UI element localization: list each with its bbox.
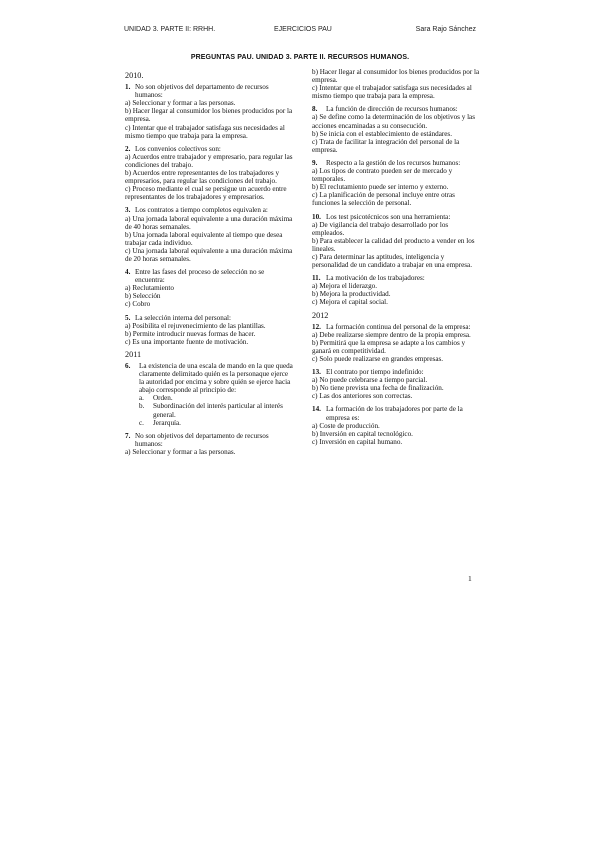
option-bullet: c.: [139, 418, 144, 427]
option-b: b) Permitirá que la empresa se adapte a los cambios y ganará en competitividad.: [312, 338, 466, 355]
option-b: b) Una jornada laboral equivalente al tiempo que desea trabajar cada individuo.: [125, 230, 283, 247]
question-number: 9.: [312, 158, 318, 167]
option-c: c) Intentar que el trabajador satisfaga sus necesidades al mismo tiempo que trabaja para la empresa.: [312, 84, 472, 101]
question-stem: La motivación de los trabajadores:: [326, 274, 425, 283]
option-b: b) Mejora la productividad.: [312, 290, 391, 299]
page-number: 1: [468, 574, 472, 583]
question-stem: No son objetivos del departamento de recursos humanos:: [135, 431, 269, 448]
option-a: a) No puede celebrarse a tiempo parcial.: [312, 376, 428, 385]
question-number: 3.: [125, 206, 131, 215]
question-stem: Entre las fases del proceso de selección no se encuentra:: [135, 268, 265, 285]
question-8: [312, 105, 482, 154]
question-number: 14.: [312, 405, 321, 414]
option-c: c) Cobro: [125, 300, 151, 309]
option-a: a) Reclutamiento: [125, 284, 174, 293]
option-a: a) Debe realizarse siempre dentro de la propia empresa.: [312, 330, 471, 339]
question-7: [125, 432, 295, 456]
question-stem: La existencia de una escala de mando en la que queda claramente delimitado quién es la personaque ejerce la autoridad por encima y sobre quién se ejerce hacia abajo corresponde al principio de:: [139, 362, 293, 395]
header-center: EJERCICIOS PAU: [274, 26, 332, 33]
question-stem: No son objetivos del departamento de recursos humanos:: [135, 83, 269, 100]
question-stem: Los test psicotécnicos son una herramienta:: [326, 212, 451, 221]
question-13: [312, 368, 482, 400]
question-number: 6.: [125, 362, 131, 370]
option-a: a) De vigilancia del trabajo desarrollado por los empleados.: [312, 220, 449, 237]
option-c: c) Es una importante fuente de motivación.: [125, 337, 249, 346]
option-c: c) Inversión en capital humano.: [312, 437, 403, 446]
option-b: b) Hacer llegar al consumidor los bienes producidos por la empresa.: [125, 107, 293, 124]
option-b: b) Se inicia con el establecimiento de estándares.: [312, 129, 452, 138]
option-b: b) Inversión en capital tecnológico.: [312, 429, 413, 438]
option-b: b) Hacer llegar al consumidor los bienes producidos por la empresa.: [312, 68, 480, 85]
right-column: [312, 68, 482, 451]
question-number: 11.: [312, 274, 321, 283]
question-number: 2.: [125, 144, 131, 153]
question-stem: La formación de los trabajadores por parte de la empresa es:: [326, 405, 463, 422]
option-a: a) Coste de producción.: [312, 421, 380, 430]
option-bullet: a.: [139, 394, 144, 403]
year-heading: 2012: [312, 310, 329, 320]
question-7-continued: [312, 68, 482, 100]
option-bullet: b.: [139, 402, 145, 411]
header-right: Sara Rajo Sánchez: [415, 26, 476, 33]
question-number: 4.: [125, 268, 131, 277]
option-c: c) Las dos anteriores son correctas.: [312, 392, 413, 401]
question-9: [312, 159, 482, 208]
question-12: [312, 323, 482, 363]
option-b: b) Permite introducir nuevas formas de hacer.: [125, 329, 256, 338]
option-a: a) Acuerdos entre trabajador y empresario, para regular las condiciones del trabajo.: [125, 152, 293, 169]
question-10: [312, 213, 482, 270]
option-b: b) No tiene prevista una fecha de finalización.: [312, 384, 444, 393]
question-stem: La selección interna del personal:: [135, 313, 231, 322]
question-3: [125, 206, 295, 263]
question-14: [312, 405, 482, 445]
year-heading: 2011: [125, 349, 142, 359]
option-a: Orden.: [153, 394, 173, 403]
question-stem: El contrato por tiempo indefinido:: [326, 368, 424, 377]
question-number: 12.: [312, 322, 321, 331]
question-stem: La formación continua del personal de la empresa:: [326, 322, 471, 331]
option-c: c) Solo puede realizarse en grandes empresas.: [312, 355, 444, 363]
question-stem: Los convenios colectivos son:: [135, 144, 221, 153]
option-c: c) Trata de facilitar la integración del personal de la empresa.: [312, 137, 460, 154]
option-b: b) El reclutamiento puede ser interno y externo.: [312, 183, 449, 192]
option-a: a) Posibilita el rejuvenecimiento de las plantillas.: [125, 321, 266, 330]
document-title: PREGUNTAS PAU. UNIDAD 3. PARTE II. RECURSOS HUMANOS.: [190, 54, 410, 61]
option-c: c) Mejora el capital social.: [312, 298, 388, 307]
question-number: 1.: [125, 83, 131, 92]
option-b: Subordinación del interés particular al interés general.: [153, 402, 283, 419]
question-1: [125, 83, 295, 140]
question-number: 8.: [312, 105, 318, 114]
option-b: b) Para establecer la calidad del producto a vender en los lineales.: [312, 236, 475, 253]
question-stem: Respecto a la gestión de los recursos humanos:: [326, 158, 461, 167]
question-stem: La función de dirección de recursos humanos:: [326, 105, 458, 114]
question-number: 10.: [312, 212, 321, 221]
question-5: [125, 314, 295, 346]
question-number: 5.: [125, 313, 131, 322]
option-c: c) Para determinar las aptitudes, inteligencia y personalidad de un candidato a trabajar en una empresa.: [312, 252, 472, 270]
option-a: a) Se define como la determinación de los objetivos y las acciones encaminadas a su consecución.: [312, 113, 475, 130]
question-number: 13.: [312, 368, 321, 377]
option-c: c) Una jornada laboral equivalente a una duración máxima de 20 horas semanales.: [125, 246, 293, 263]
question-number: 7.: [125, 431, 131, 440]
header-left: UNIDAD 3. PARTE II: RRHH.: [124, 26, 216, 33]
option-a: a) Los tipos de contrato pueden ser de mercado y temporales.: [312, 167, 453, 184]
option-a: a) Seleccionar y formar a las personas.: [125, 447, 236, 456]
option-b: b) Acuerdos entre representantes de los trabajadores y empresarios, para regular las condiciones del trabajo.: [125, 169, 280, 186]
question-6: [125, 362, 295, 427]
question-4: [125, 268, 295, 308]
option-c: c) Proceso mediante el cual se persigue un acuerdo entre representantes de los trabajadores y empresarios.: [125, 185, 287, 202]
question-stem: Los contratos a tiempo completos equivalen a:: [135, 206, 268, 215]
question-11: [312, 274, 482, 306]
page-header: [124, 26, 476, 38]
question-2: [125, 145, 295, 202]
option-a: a) Seleccionar y formar a las personas.: [125, 99, 236, 108]
option-c: Jerarquía.: [153, 418, 181, 427]
option-a: a) Una jornada laboral equivalente a una duración máxima de 40 horas semanales.: [125, 214, 293, 231]
option-b: b) Selección: [125, 292, 161, 301]
left-column: [125, 68, 295, 461]
year-heading: 2010.: [125, 71, 144, 80]
option-a: a) Mejora el liderazgo.: [312, 282, 378, 291]
option-c: c) Intentar que el trabajador satisfaga sus necesidades al mismo tiempo que trabaja para la empresa.: [125, 123, 285, 140]
option-c: c) La planificación de personal incluye entre otras funciones la selección de personal.: [312, 191, 455, 208]
